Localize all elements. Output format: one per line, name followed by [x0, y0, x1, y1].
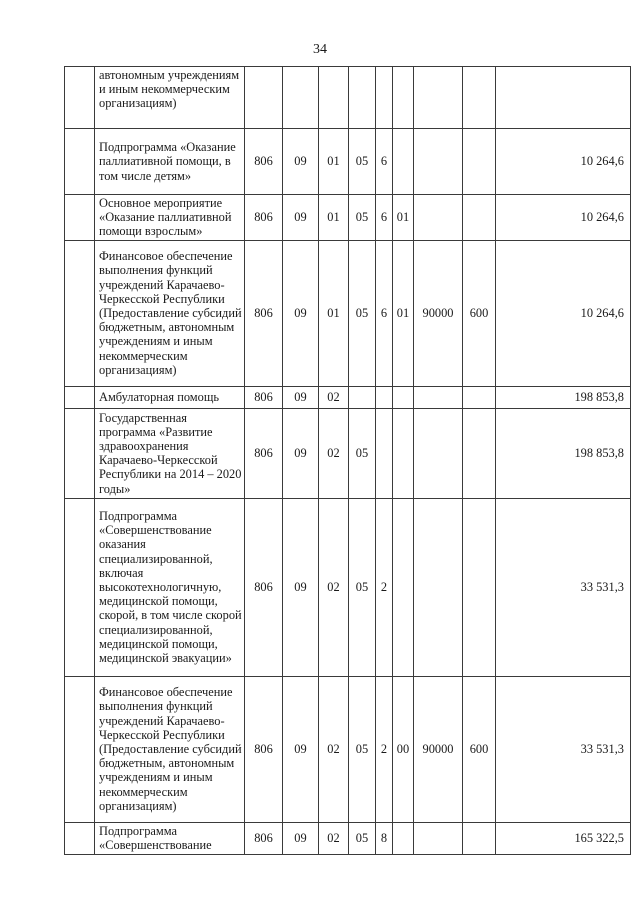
expense-type-cell — [463, 67, 496, 129]
expense-type-cell — [463, 195, 496, 241]
table-row — [65, 408, 631, 498]
activity-code-cell — [393, 129, 414, 195]
activity-code-cell: 01 — [393, 240, 414, 386]
row-number-cell — [65, 67, 95, 129]
table-row — [65, 195, 631, 241]
ministry-code-cell: 806 — [245, 240, 283, 386]
subprogram-code-cell — [376, 67, 393, 129]
expense-type-cell: 600 — [463, 676, 496, 822]
row-number-cell — [65, 408, 95, 498]
expense-type-cell — [463, 129, 496, 195]
budget-table — [64, 66, 631, 855]
row-number-cell — [65, 386, 95, 408]
section-code-cell: 09 — [283, 408, 319, 498]
expense-type-cell — [463, 822, 496, 854]
expense-type-cell — [463, 386, 496, 408]
activity-code-cell — [393, 67, 414, 129]
table-row — [65, 386, 631, 408]
table-row — [65, 67, 631, 129]
table-row — [65, 498, 631, 676]
activity-code-cell — [393, 386, 414, 408]
table-row — [65, 676, 631, 822]
section-code-cell: 09 — [283, 195, 319, 241]
expense-type-cell — [463, 498, 496, 676]
section-code-cell: 09 — [283, 676, 319, 822]
ministry-code-cell — [245, 67, 283, 129]
amount-cell: 10 264,6 — [496, 240, 631, 386]
direction-code-cell: 90000 — [414, 676, 463, 822]
program-code-cell: 05 — [349, 822, 376, 854]
ministry-code-cell: 806 — [245, 498, 283, 676]
table-row — [65, 129, 631, 195]
ministry-code-cell: 806 — [245, 386, 283, 408]
row-number-cell — [65, 498, 95, 676]
activity-code-cell — [393, 822, 414, 854]
item-name-cell: Основное мероприятие «Оказание паллиативной помощи взрослым» — [95, 195, 245, 241]
activity-code-cell — [393, 408, 414, 498]
subsection-code-cell: 02 — [319, 498, 349, 676]
section-code-cell: 09 — [283, 386, 319, 408]
amount-cell: 33 531,3 — [496, 676, 631, 822]
item-name-cell: Финансовое обеспечение выполнения функций учреждений Карачаево-Черкесской Республики (Предоставление субсидий бюджетным, автономным учреждениям и иным некоммерческим организациям) — [95, 676, 245, 822]
program-code-cell: 05 — [349, 240, 376, 386]
item-name-cell: Подпрограмма «Оказание паллиативной помощи, в том числе детям» — [95, 129, 245, 195]
row-number-cell — [65, 129, 95, 195]
subsection-code-cell: 01 — [319, 195, 349, 241]
amount-cell: 198 853,8 — [496, 386, 631, 408]
subsection-code-cell: 02 — [319, 386, 349, 408]
expense-type-cell: 600 — [463, 240, 496, 386]
subprogram-code-cell: 8 — [376, 822, 393, 854]
section-code-cell: 09 — [283, 822, 319, 854]
program-code-cell — [349, 386, 376, 408]
direction-code-cell — [414, 195, 463, 241]
item-name-cell: Государственная программа «Развитие здравоохранения Карачаево-Черкесской Республики на 2014 – 2020 годы» — [95, 408, 245, 498]
amount-cell: 33 531,3 — [496, 498, 631, 676]
activity-code-cell — [393, 498, 414, 676]
ministry-code-cell: 806 — [245, 129, 283, 195]
expense-type-cell — [463, 408, 496, 498]
subprogram-code-cell — [376, 408, 393, 498]
section-code-cell: 09 — [283, 129, 319, 195]
amount-cell: 198 853,8 — [496, 408, 631, 498]
subsection-code-cell: 02 — [319, 676, 349, 822]
subprogram-code-cell: 6 — [376, 129, 393, 195]
subprogram-code-cell: 2 — [376, 498, 393, 676]
item-name-cell: Амбулаторная помощь — [95, 386, 245, 408]
table-row — [65, 240, 631, 386]
row-number-cell — [65, 195, 95, 241]
subprogram-code-cell — [376, 386, 393, 408]
item-name-cell: автономным учреждениям и иным некоммерческим организациям) — [95, 67, 245, 129]
subsection-code-cell: 02 — [319, 822, 349, 854]
subsection-code-cell: 01 — [319, 129, 349, 195]
section-code-cell: 09 — [283, 498, 319, 676]
subsection-code-cell: 02 — [319, 408, 349, 498]
amount-cell: 165 322,5 — [496, 822, 631, 854]
direction-code-cell — [414, 408, 463, 498]
section-code-cell: 09 — [283, 240, 319, 386]
ministry-code-cell: 806 — [245, 676, 283, 822]
amount-cell: 10 264,6 — [496, 195, 631, 241]
item-name-cell: Подпрограмма «Совершенствование оказания специализированной, включая высокотехнологичную, медицинской помощи, скорой, в том числе скорой специализированной, медицинской помощи, медицинской эвакуации» — [95, 498, 245, 676]
program-code-cell: 05 — [349, 195, 376, 241]
direction-code-cell — [414, 822, 463, 854]
item-name-cell: Подпрограмма «Совершенствование — [95, 822, 245, 854]
program-code-cell — [349, 67, 376, 129]
amount-cell: 10 264,6 — [496, 129, 631, 195]
row-number-cell — [65, 676, 95, 822]
subsection-code-cell: 01 — [319, 240, 349, 386]
row-number-cell — [65, 240, 95, 386]
table-row — [65, 822, 631, 854]
subsection-code-cell — [319, 67, 349, 129]
program-code-cell: 05 — [349, 408, 376, 498]
row-number-cell — [65, 822, 95, 854]
item-name-cell: Финансовое обеспечение выполнения функций учреждений Карачаево-Черкесской Республики (Предоставление субсидий бюджетным, автономным учреждениям и иным некоммерческим организациям) — [95, 240, 245, 386]
subprogram-code-cell: 2 — [376, 676, 393, 822]
section-code-cell — [283, 67, 319, 129]
ministry-code-cell: 806 — [245, 822, 283, 854]
direction-code-cell — [414, 498, 463, 676]
program-code-cell: 05 — [349, 498, 376, 676]
direction-code-cell: 90000 — [414, 240, 463, 386]
page-number: 34 — [313, 42, 327, 57]
amount-cell — [496, 67, 631, 129]
activity-code-cell: 01 — [393, 195, 414, 241]
direction-code-cell — [414, 386, 463, 408]
ministry-code-cell: 806 — [245, 195, 283, 241]
ministry-code-cell: 806 — [245, 408, 283, 498]
direction-code-cell — [414, 67, 463, 129]
activity-code-cell: 00 — [393, 676, 414, 822]
program-code-cell: 05 — [349, 129, 376, 195]
subprogram-code-cell: 6 — [376, 195, 393, 241]
program-code-cell: 05 — [349, 676, 376, 822]
subprogram-code-cell: 6 — [376, 240, 393, 386]
direction-code-cell — [414, 129, 463, 195]
